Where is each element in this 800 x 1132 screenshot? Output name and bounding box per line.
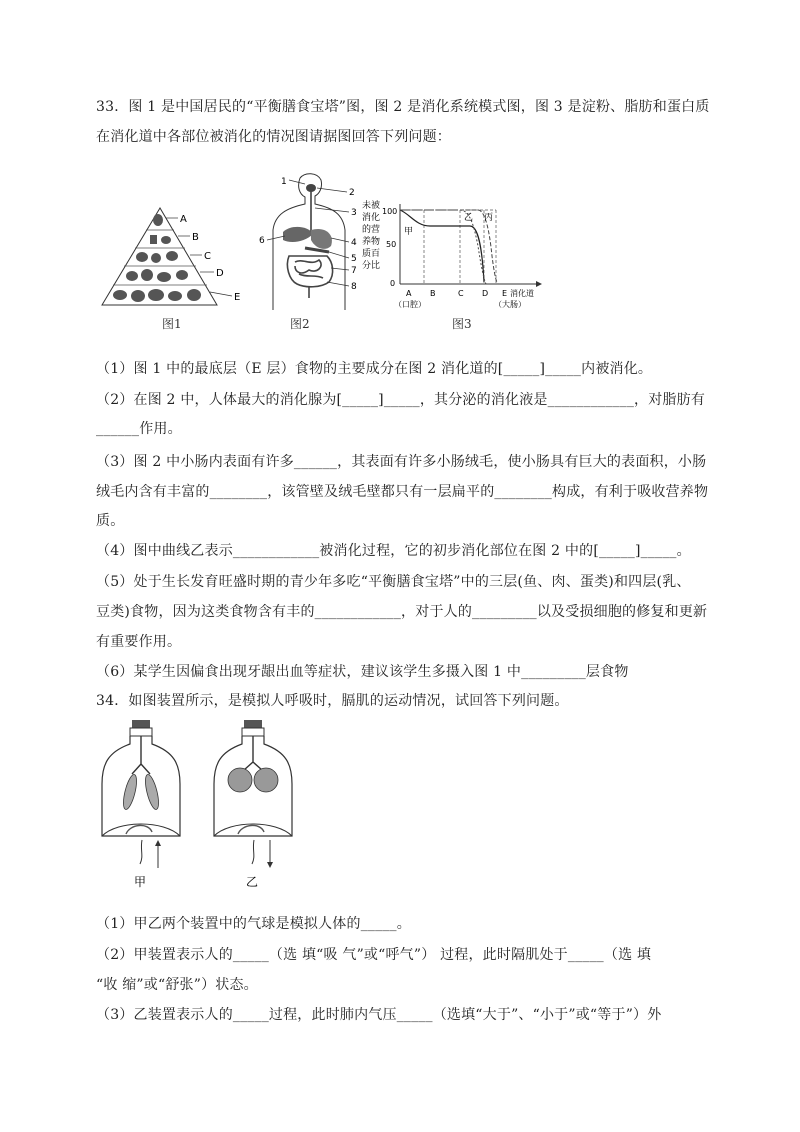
q33-part4: （4）图中曲线乙表示____________被消化过程，它的初步消化部位在图 2 中的[_____]_____。 <box>96 543 691 559</box>
figure3-digestion-chart <box>360 196 560 318</box>
pyramid-label-c: C <box>204 251 211 262</box>
pyramid-label-b: B <box>192 232 199 243</box>
q33-part6: （6）某学生因偏食出现牙龈出血等症状，建议该学生多摄入图 1 中_________层食物 <box>96 664 629 680</box>
figure1-food-pyramid <box>92 200 252 330</box>
organ-label-5: 5 <box>351 254 357 264</box>
figure2-digestive-system <box>245 170 370 315</box>
q34-part2-line2: “收 缩”或“舒张”）状态。 <box>96 977 258 993</box>
q33-intro-line1: 33．图 1 是中国居民的“平衡膳食宝塔”图，图 2 是消化系统模式图，图 3 是淀粉、脂肪和蛋白质 <box>96 99 710 115</box>
figure1-caption: 图1 <box>162 317 182 331</box>
chart-ylabel-4: 养物 <box>362 237 381 247</box>
q34-part1: （1）甲乙两个装置中的气球是模拟人体的_____。 <box>96 916 411 932</box>
organ-label-6: 6 <box>259 236 265 246</box>
q34-part3: （3）乙装置表示人的_____过程，此时肺内气压_____（选填“大于”、“小于”或“等于”）外 <box>96 1007 662 1023</box>
q33-part2-line2: ______作用。 <box>96 421 182 437</box>
chart-ytick-100: 100 <box>382 207 398 216</box>
figure2-caption: 图2 <box>290 317 310 331</box>
pyramid-label-d: D <box>216 268 224 279</box>
curve-label-bing: 丙 <box>484 213 494 223</box>
chart-ylabel-6: 分比 <box>362 261 381 271</box>
figure3-caption: 图3 <box>452 317 472 331</box>
q33-part3-line1: （3）图 2 中小肠内表面有许多______，其表面有许多小肠绒毛，使小肠具有巨大的表面积，小肠 <box>96 454 707 470</box>
chart-ytick-0: 0 <box>390 279 396 288</box>
chart-ylabel-3: 的营 <box>362 225 381 235</box>
chart-ylabel-5: 质百 <box>362 249 381 259</box>
chart-xtick-c: C <box>458 289 464 298</box>
q33-part5-line1: （5）处于生长发育旺盛时期的青少年多吃“平衡膳食宝塔”中的三层(鱼、肉、蛋类)和四层(乳、 <box>96 574 691 590</box>
chart-xtick-e: E <box>502 289 508 298</box>
organ-label-4: 4 <box>351 238 357 248</box>
organ-label-1: 1 <box>281 177 287 187</box>
chart-xtick-a: A <box>406 289 412 298</box>
bell-jar-yi <box>210 718 296 893</box>
chart-xtick-d: D <box>482 289 489 298</box>
q34-intro: 34．如图装置所示，是模拟人呼吸时，膈肌的运动情况，试回答下列问题。 <box>96 693 569 709</box>
apparatus-label-jia: 甲 <box>134 875 147 889</box>
chart-ylabel-1: 未被 <box>362 201 381 211</box>
q33-part3-line2: 绒毛内含有丰富的________，该管壁及绒毛壁都只有一层扁平的________构成，有利于吸收营养物 <box>96 484 709 500</box>
q34-part2-line1: （2）甲装置表示人的_____（选 填“吸 气”或“呼气”） 过程，此时隔肌处于_____（选 填 <box>96 947 652 963</box>
organ-label-8: 8 <box>351 282 357 292</box>
q33-part5-line2: 豆类)食物，因为这类食物含有丰的____________，对于人的_________以及受损细胞的修复和更新 <box>96 604 708 620</box>
organ-label-3: 3 <box>351 208 357 218</box>
q33-part5-line3: 有重要作用。 <box>96 634 182 650</box>
apparatus-label-yi: 乙 <box>246 875 259 889</box>
chart-ylabel-2: 消化 <box>362 213 381 223</box>
pyramid-label-e: E <box>234 292 241 303</box>
curve-label-jia: 甲 <box>404 227 414 237</box>
q33-intro-line2: 在消化道中各部位被消化的情况图请据图回答下列问题： <box>96 129 451 145</box>
bell-jar-jia <box>98 718 184 893</box>
chart-x-sub-a: （口腔） <box>394 300 426 309</box>
chart-xlabel: 消化道 <box>510 289 534 298</box>
q33-part1: （1）图 1 中的最底层（E 层）食物的主要成分在图 2 消化道的[_____]_____内被消化。 <box>96 361 653 377</box>
chart-xtick-b: B <box>430 289 436 298</box>
chart-ytick-50: 50 <box>386 240 397 249</box>
q33-part2-line1: （2）在图 2 中，人体最大的消化腺为[_____]_____，其分泌的消化液是____________，对脂肪有 <box>96 392 706 408</box>
curve-label-yi: 乙 <box>464 213 474 223</box>
chart-x-sub-e: （大肠） <box>494 300 526 309</box>
q33-part3-line3: 质。 <box>96 513 125 529</box>
organ-label-2: 2 <box>349 188 355 198</box>
pyramid-label-a: A <box>180 214 187 225</box>
organ-label-7: 7 <box>351 266 357 276</box>
